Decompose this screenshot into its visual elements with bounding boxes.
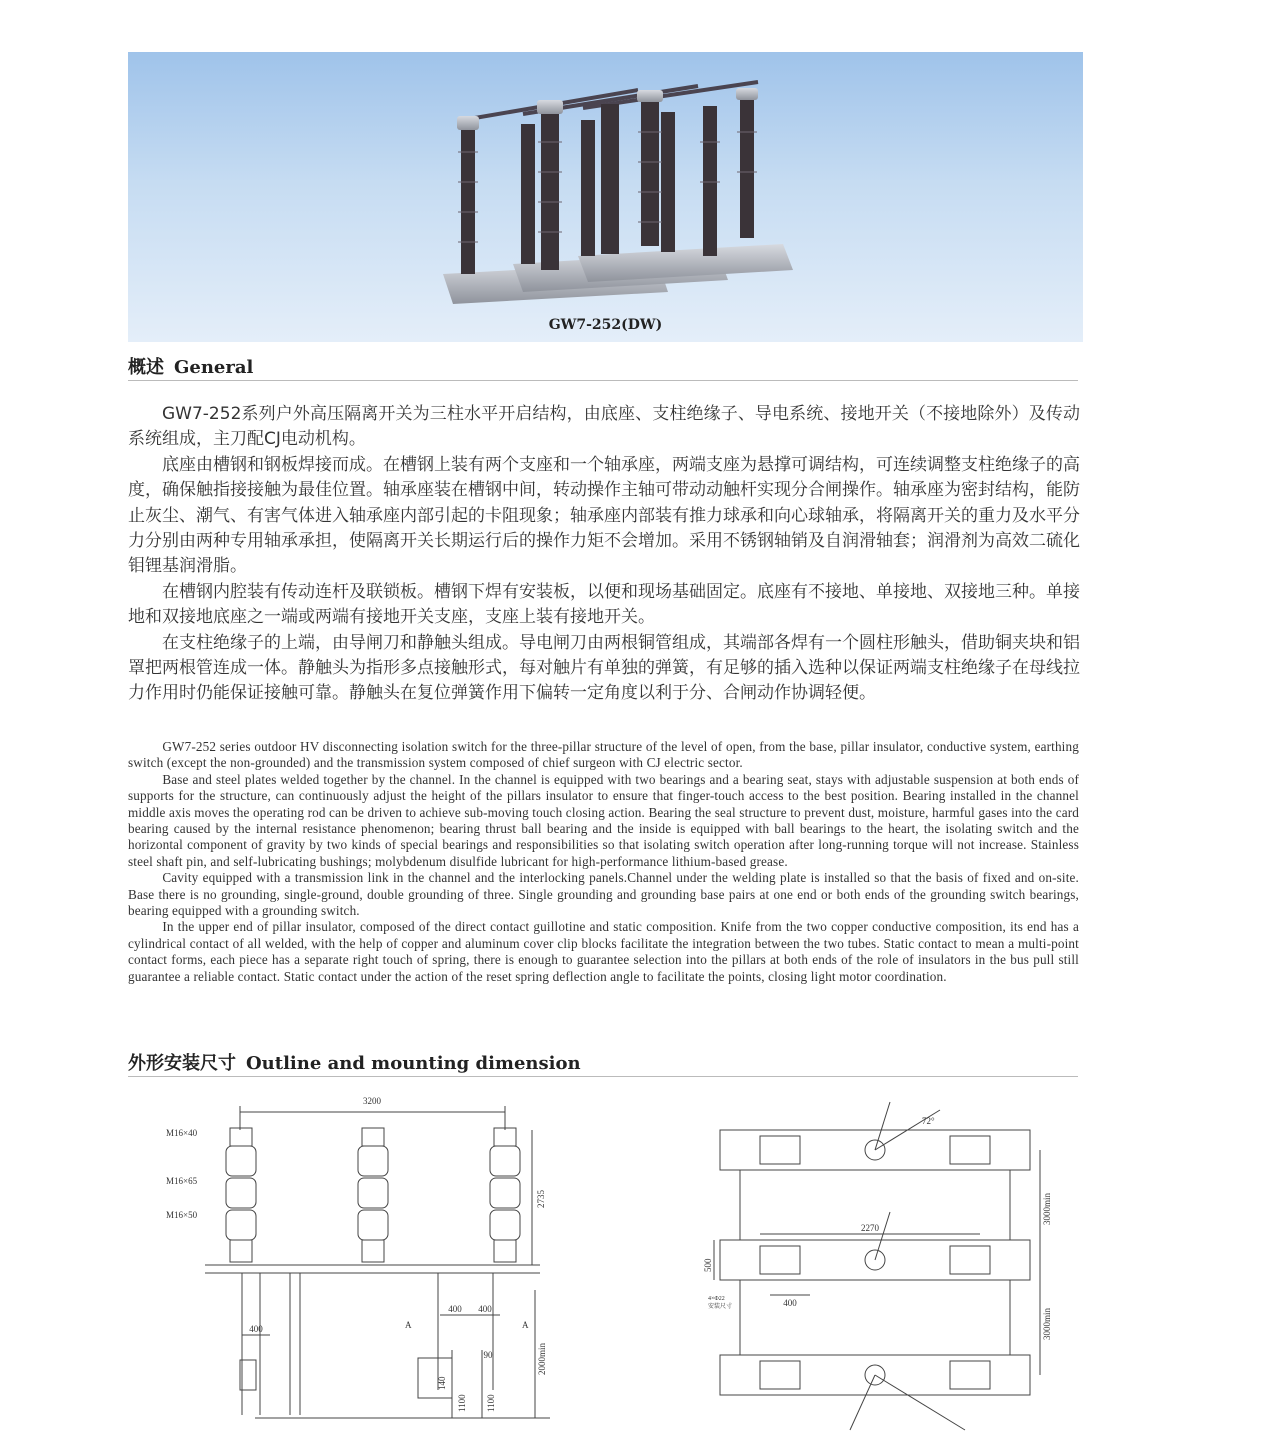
zh-paragraph: 在支柱绝缘子的上端，由导闸刀和静触头组成。导电闸刀由两根铜管组成，其端部各焊有一个圆柱形触头，借助铜夹块和铝罩把两根管连成一体。静触头为指形多点接触形式，每对触片有单独的弹簧，有足够的插入选种以保证两端支柱绝缘子在母线拉力作用时仍能保证接触可靠。静触头在复位弹簧作用下偏转一定角度以利于分、合闸动作协调轻便。 xyxy=(128,632,1080,704)
dim-3000min-upper: 3000min xyxy=(1042,1192,1052,1225)
general-heading xyxy=(128,353,253,379)
general-divider xyxy=(128,380,1078,381)
outline-divider xyxy=(128,1076,1078,1077)
section-mark-a-left: A xyxy=(405,1320,412,1330)
plan-view-drawing xyxy=(700,1090,1060,1440)
en-paragraph: In the upper end of pillar insulator, composed of the direct contact guillotine and static composition. Knife from the two copper conductive composition, its end has a cylindrical contact of all welded, with the help of copper and aluminum cover clip blocks facilitate the integration between the two tubes. Static contact to mean a multi-point contact forms, each piece has a separate right touch of spring, there is enough to guarantee selection into the pillars at both ends of the role of insulators in the bus pull still guarantee a reliable contact. Static contact under the action of the reset spring deflection angle to facilitate the points, closing light motor coordination. xyxy=(128,919,1079,984)
general-heading-en: General xyxy=(174,357,254,378)
outline-heading-en: Outline and mounting dimension xyxy=(246,1053,581,1074)
dim-1100-a: 1100 xyxy=(457,1394,467,1412)
hole-note-2: 安装尺寸 xyxy=(708,1304,733,1310)
en-paragraph: Cavity equipped with a transmission link in the channel and the interlocking panels.Channel under the welding plate is installed so that the basis of fixed and on-site. Base there is no grounding, single-ground, double grounding of three. Single grounding and grounding base pairs at one end or both ends of the grounding switch bearings, bearing equipped with a grounding switch. xyxy=(128,870,1079,919)
front-view-drawing xyxy=(160,1090,560,1435)
en-paragraph: Base and steel plates welded together by the channel. In the channel is equipped with two bearings and a bearing seat, stays with adjustable suspension at both ends of supports for the structure, can continuously adjust the height of the pillars insulator to ensure that finger-touch access to the best position. Bearing installed in the channel middle axis moves the operating rod can be driven to achieve sub-moving touch closing action. Bearing the seal structure to prevent dust, moisture, harmful gases into the card bearing caused by the internal resistance phenomenon; bearing thrust ball bearing and the inside is equipped with ball bearings to the heart, the isolating switch and the horizontal component of gravity by two kinds of special bearings and responsibilities so that isolating switch operation after long-running torque will not increase. Stainless steel shaft pin, and self-lubricating bushings; molybdenum disulfide lubricant for high-performance lithium-based grease. xyxy=(128,771,1079,869)
general-text-en xyxy=(128,739,1079,985)
hole-note-1: 4×Φ22 xyxy=(708,1296,725,1302)
dim-400-mid: 400 xyxy=(448,1304,462,1314)
dim-1100-b: 1100 xyxy=(486,1394,496,1412)
dim-3200: 3200 xyxy=(363,1096,381,1106)
general-heading-zh: 概述 xyxy=(128,357,164,378)
dim-2000min: 2000min xyxy=(537,1342,547,1375)
zh-paragraph: 在槽钢内腔装有传动连杆及联锁板。槽钢下焊有安装板，以便和现场基础固定。底座有不接地、单接地、双接地三种。单接地和双接地底座之一端或两端有接地开关支座，支座上装有接地开关。 xyxy=(128,581,1080,628)
bolt-label-3: M16×50 xyxy=(166,1210,198,1220)
dim-2270: 2270 xyxy=(861,1223,879,1233)
section-mark-a-right: A xyxy=(522,1320,529,1330)
dim-3000min-lower: 3000min xyxy=(1042,1307,1052,1340)
dim-140: 140 xyxy=(437,1376,447,1390)
zh-paragraph: 底座由槽钢和钢板焊接而成。在槽钢上装有两个支座和一个轴承座，两端支座为悬撑可调结构，可连续调整支柱绝缘子的高度，确保触指接接触为最佳位置。轴承座装在槽钢中间，转动操作主轴可带动动触杆实现分合闸操作。轴承座为密封结构，能防止灰尘、潮气、有害气体进入轴承座内部引起的卡阻现象；轴承座内部装有推力球承和向心球轴承，将隔离开关的重力及水平分力分别由两种专用轴承承担，使隔离开关长期运行后的操作力矩不会增加。采用不锈钢轴销及自润滑轴套；润滑剂为高效二硫化钼锂基润滑脂。 xyxy=(128,454,1080,577)
product-model-caption: GW7-252(DW) xyxy=(548,317,663,333)
dim-400-plan: 400 xyxy=(783,1298,797,1308)
outline-heading xyxy=(128,1049,581,1075)
dim-400-left: 400 xyxy=(249,1324,263,1334)
zh-paragraph: GW7-252系列户外高压隔离开关为三柱水平开启结构，由底座、支柱绝缘子、导电系统、接地开关（不接地除外）及传动系统组成，主刀配CJ电动机构。 xyxy=(128,404,1080,450)
en-paragraph: GW7-252 series outdoor HV disconnecting isolation switch for the three-pillar structure of the level of open, from the base, pillar insulator, conductive system, earthing switch (except the non-grounded) and the transmission system composed of chief surgeon with CJ electric sector. xyxy=(128,739,1079,771)
general-text-zh xyxy=(128,402,1080,707)
product-photo xyxy=(128,52,1083,342)
outline-heading-zh: 外形安装尺寸 xyxy=(128,1053,236,1074)
dim-500: 500 xyxy=(703,1258,713,1272)
dim-2735: 2735 xyxy=(536,1190,546,1208)
dim-90: 90 xyxy=(483,1350,493,1360)
bolt-label-1: M16×40 xyxy=(166,1128,198,1138)
bolt-label-2: M16×65 xyxy=(166,1176,198,1186)
angle-72: 72° xyxy=(922,1116,935,1126)
dim-400-right: 400 xyxy=(478,1304,492,1314)
switch-illustration xyxy=(128,52,1083,314)
